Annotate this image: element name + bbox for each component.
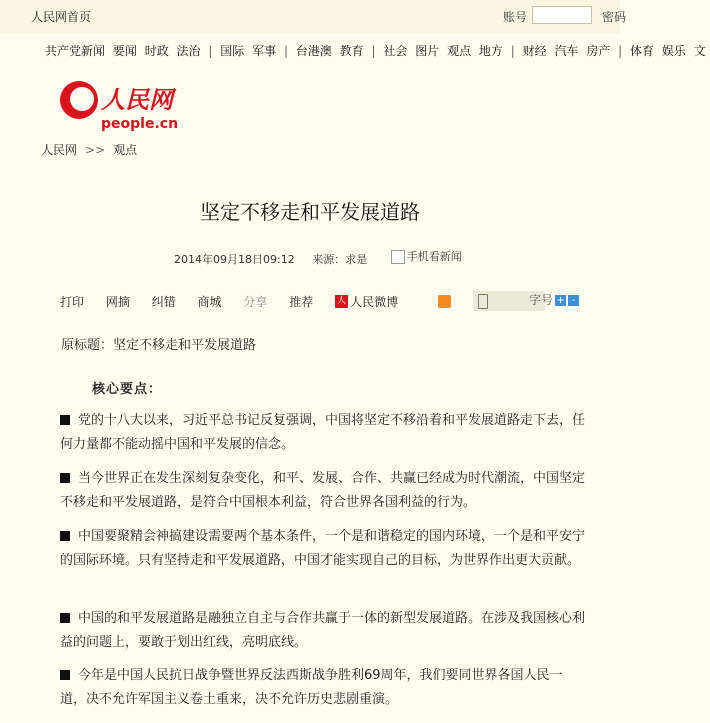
font-size-label: 字号: [529, 293, 554, 307]
original-title: 原标题：坚定不移走和平发展道路: [61, 338, 257, 353]
article-paragraph: [60, 467, 585, 515]
nav-item[interactable]: 教育: [339, 44, 364, 58]
broken-image-icon: [391, 250, 405, 264]
bullet-square-icon: [60, 415, 70, 425]
correct-button[interactable]: 纠错: [151, 294, 176, 309]
logo-brand-text: 人民网: [101, 85, 173, 114]
mobile-news-link[interactable]: [391, 248, 462, 264]
nav-divider: |: [510, 44, 515, 58]
nav-divider: |: [618, 44, 623, 58]
nav-divider: |: [208, 44, 213, 58]
article-paragraph: [60, 409, 585, 457]
nav-item[interactable]: 观点: [447, 44, 472, 58]
nav-item[interactable]: 台港澳: [295, 44, 332, 58]
nav-item[interactable]: 军事: [252, 44, 277, 58]
article-paragraph: [60, 664, 585, 712]
paragraph-text: 今年是中国人民抗日战争暨世界反法西斯战争胜利69周年，我们要同世界各国人民一道，决不允许军国主义卷土重来，决不允许历史悲剧重演。: [60, 668, 563, 707]
nav-divider: |: [283, 44, 288, 58]
logo-emblem-icon: [60, 81, 98, 119]
homepage-link[interactable]: 人民网首页: [31, 10, 92, 24]
nav-divider: |: [371, 44, 376, 58]
nav-item[interactable]: 法治: [176, 44, 201, 58]
bookmark-button[interactable]: 网摘: [105, 294, 130, 309]
print-button[interactable]: 打印: [60, 294, 85, 309]
password-label: 密码: [602, 10, 627, 24]
breadcrumb: [41, 141, 137, 158]
nav-item[interactable]: 房产: [586, 44, 611, 58]
recommend-label: 推荐: [289, 294, 314, 309]
nav-item[interactable]: 要闻: [112, 44, 137, 58]
breadcrumb-home[interactable]: 人民网: [41, 143, 78, 157]
nav-item[interactable]: 国际: [220, 44, 245, 58]
nav-item[interactable]: 汽车: [554, 44, 579, 58]
article-toolbar: [60, 291, 563, 311]
bullet-square-icon: [60, 473, 70, 483]
article-source: 来源：求是: [312, 253, 368, 266]
weibo-share-button[interactable]: [335, 293, 416, 310]
article-paragraph: [60, 607, 585, 655]
paragraph-text: 中国要聚精会神搞建设需要两个基本条件，一个是和谐稳定的国内环境，一个是和平安宁的国际环境。只有坚持走和平发展道路，中国才能实现自己的目标，为世界作出更大贡献。: [60, 529, 586, 568]
breadcrumb-section[interactable]: 观点: [113, 143, 138, 157]
paragraph-text: 党的十八大以来，习近平总书记反复强调，中国将坚定不移沿着和平发展道路走下去，任何力量都不能动摇中国和平发展的信念。: [60, 413, 586, 452]
channel-nav: [45, 42, 710, 59]
article-meta: [174, 248, 462, 267]
nav-item[interactable]: 共产党新闻: [45, 44, 106, 58]
rss-icon[interactable]: [438, 295, 451, 308]
font-size-control: [529, 291, 579, 308]
phone-icon: [478, 294, 488, 309]
account-input[interactable]: [532, 6, 592, 24]
nav-item[interactable]: 娱乐: [661, 44, 686, 58]
nav-item[interactable]: 体育: [630, 44, 655, 58]
mobile-news-label: 手机看新闻: [406, 250, 462, 263]
breadcrumb-separator: >>: [85, 143, 106, 157]
font-increase-button[interactable]: +: [556, 295, 565, 306]
publish-date: 2014年09月18日09:12: [174, 253, 295, 266]
account-label: 账号: [503, 10, 528, 24]
nav-item[interactable]: 文: [693, 44, 706, 58]
logo-domain-text: people.cn: [101, 116, 179, 132]
nav-item[interactable]: 地方: [478, 44, 503, 58]
bullet-square-icon: [60, 670, 70, 680]
weibo-icon: 人: [337, 295, 347, 306]
bullet-square-icon: [60, 613, 70, 623]
mall-button[interactable]: 商城: [197, 294, 222, 309]
share-label: 分享: [243, 294, 268, 309]
nav-item[interactable]: 图片: [415, 44, 440, 58]
top-bar: [0, 0, 627, 34]
nav-item[interactable]: 时政: [144, 44, 169, 58]
weibo-label: 人民微博: [350, 294, 399, 309]
article-title: 坚定不移走和平发展道路: [200, 200, 420, 224]
paragraph-text: 中国的和平发展道路是融独立自主与合作共赢于一体的新型发展道路。在涉及我国核心利益的问题上，要敢于划出红线，亮明底线。: [60, 611, 586, 650]
article-paragraph: [60, 525, 585, 573]
font-decrease-button[interactable]: -: [568, 295, 579, 306]
bullet-square-icon: [60, 531, 70, 541]
people-logo[interactable]: [55, 78, 195, 133]
nav-item[interactable]: 财经: [522, 44, 547, 58]
nav-item[interactable]: 社会: [383, 44, 408, 58]
paragraph-text: 当今世界正在发生深刻复杂变化，和平、发展、合作、共赢已经成为时代潮流，中国坚定不移走和平发展道路，是符合中国根本利益，符合世界各国利益的行为。: [60, 471, 586, 510]
core-points-heading: 核心要点：: [92, 382, 163, 397]
